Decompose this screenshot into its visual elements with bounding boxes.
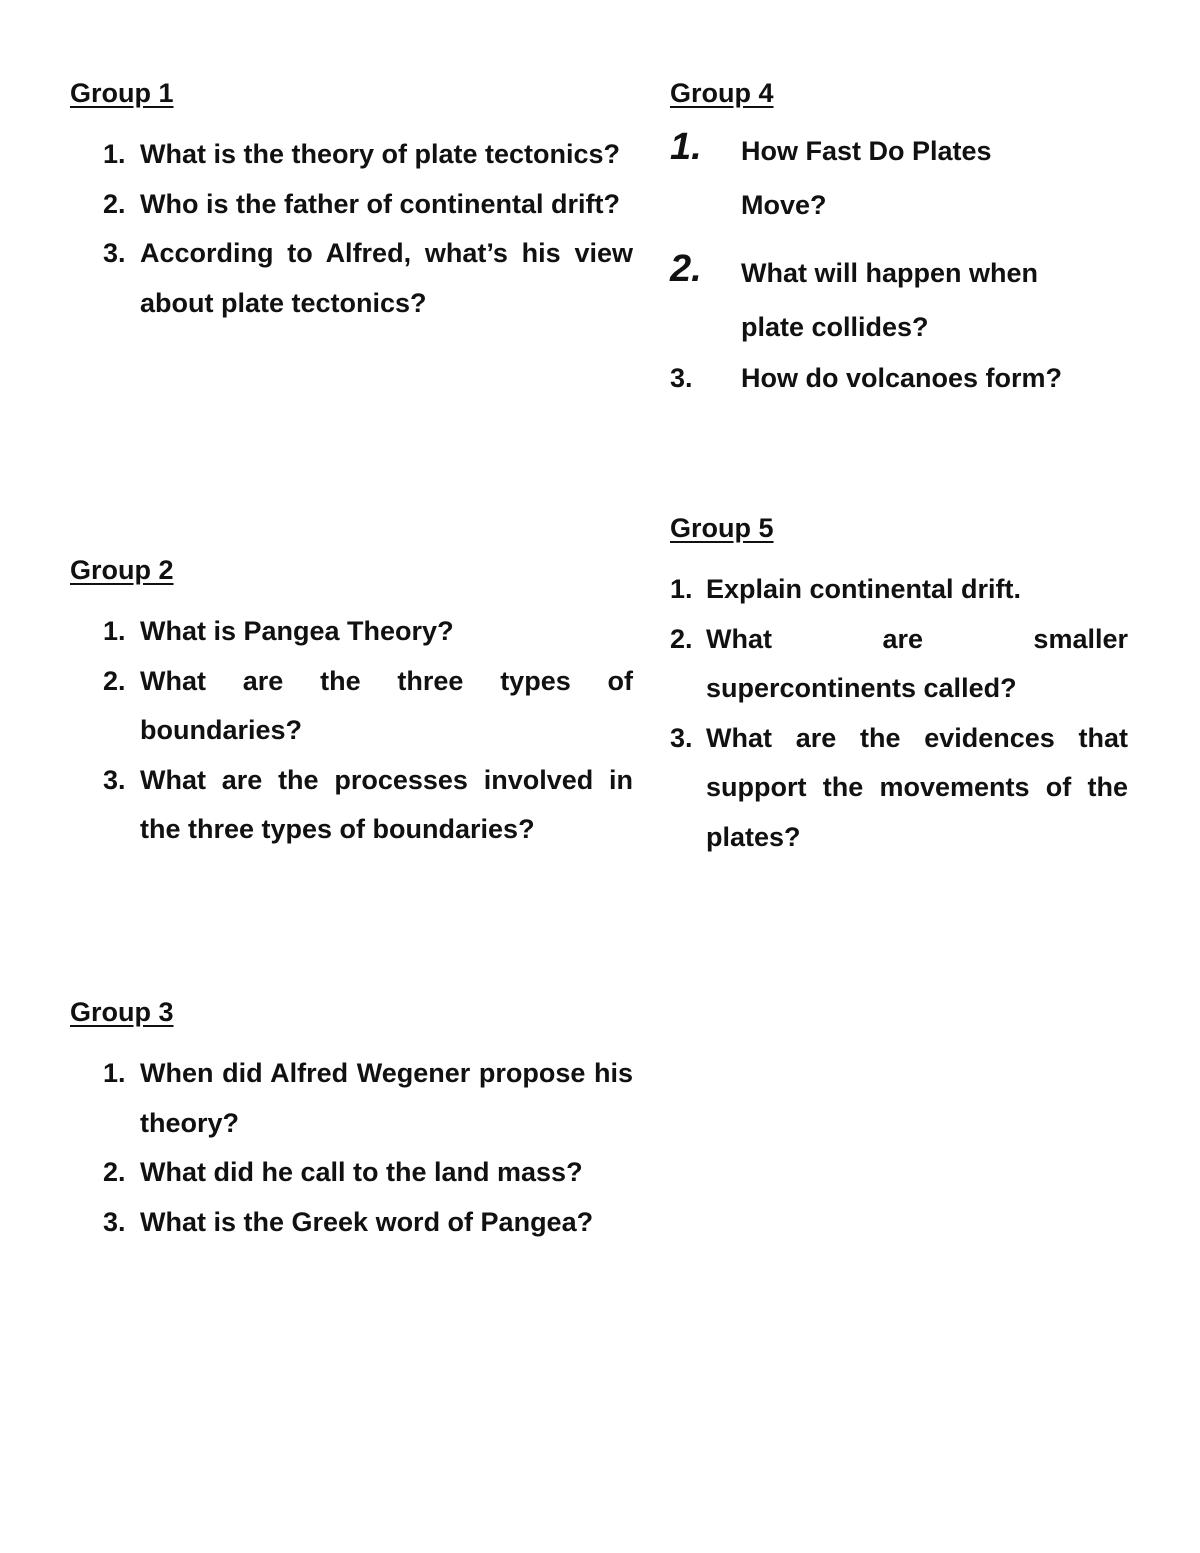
list-item xyxy=(103,1049,633,1148)
item-number: 1. xyxy=(670,126,702,168)
question-text: What is the Greek word of Pangea? xyxy=(140,1206,594,1237)
list-item xyxy=(670,565,1128,615)
item-number: 3. xyxy=(670,363,693,393)
question-text: What are smaller supercontinents called? xyxy=(706,623,1128,703)
group-2-title: Group 2 xyxy=(70,555,174,585)
item-number: 1. xyxy=(103,139,126,169)
question-text: What is Pangea Theory? xyxy=(140,616,454,646)
item-number: 3. xyxy=(103,1206,126,1237)
question-text: Who is the father of continental drift? xyxy=(140,188,620,219)
question-text: According to Alfred, what’s his view about plate tectonics? xyxy=(140,238,633,318)
group-4-question-list xyxy=(670,124,1130,403)
list-item xyxy=(103,657,633,756)
question-text: What are the processes involved in the three types of boundaries? xyxy=(140,764,633,844)
item-number: 1. xyxy=(103,1058,126,1088)
group-4-section xyxy=(670,76,1130,403)
list-item xyxy=(103,180,633,230)
item-number: 3. xyxy=(103,238,126,268)
group-5-title: Group 5 xyxy=(670,513,774,543)
group-1-title: Group 1 xyxy=(70,78,174,108)
list-item xyxy=(103,229,633,328)
list-item xyxy=(103,130,633,180)
question-text: What are the three types of boundaries? xyxy=(140,665,633,745)
item-number: 2. xyxy=(103,1157,126,1187)
list-item xyxy=(670,246,1130,354)
question-text: How do volcanoes form? xyxy=(741,363,1063,393)
list-item xyxy=(103,1148,633,1198)
item-number: 1. xyxy=(670,574,693,604)
list-item xyxy=(670,615,1128,714)
list-item xyxy=(670,354,1130,403)
item-number: 1. xyxy=(103,616,126,646)
question-text: What did he call to the land mass? xyxy=(140,1157,583,1187)
group-1-section xyxy=(70,76,633,328)
item-number: 2. xyxy=(670,248,702,290)
question-text: What are the evidences that support the movements of the plates? xyxy=(706,722,1128,852)
group-2-question-list xyxy=(103,607,633,855)
group-5-question-list xyxy=(670,565,1128,862)
group-3-question-list xyxy=(103,1049,633,1247)
group-3-section xyxy=(70,995,633,1247)
group-2-section xyxy=(70,553,633,855)
item-number: 2. xyxy=(103,188,126,219)
list-item xyxy=(670,714,1128,863)
list-item xyxy=(670,124,1130,232)
question-text: When did Alfred Wegener propose his theory? xyxy=(140,1058,633,1138)
group-5-section xyxy=(670,511,1128,862)
question-text: Explain continental drift. xyxy=(706,574,1022,604)
question-text: What is the theory of plate tectonics? xyxy=(140,139,621,169)
question-text: How Fast Do Plates Move? xyxy=(741,136,992,220)
item-number: 3. xyxy=(670,722,693,753)
group-4-title: Group 4 xyxy=(670,78,774,108)
item-number: 2. xyxy=(103,665,126,696)
group-1-question-list xyxy=(103,130,633,328)
item-number: 3. xyxy=(103,764,126,795)
item-number: 2. xyxy=(670,623,693,654)
list-item xyxy=(103,756,633,855)
list-item xyxy=(103,607,633,657)
list-item xyxy=(103,1198,633,1248)
group-3-title: Group 3 xyxy=(70,997,174,1027)
question-text: What will happen when plate collides? xyxy=(741,258,1038,342)
